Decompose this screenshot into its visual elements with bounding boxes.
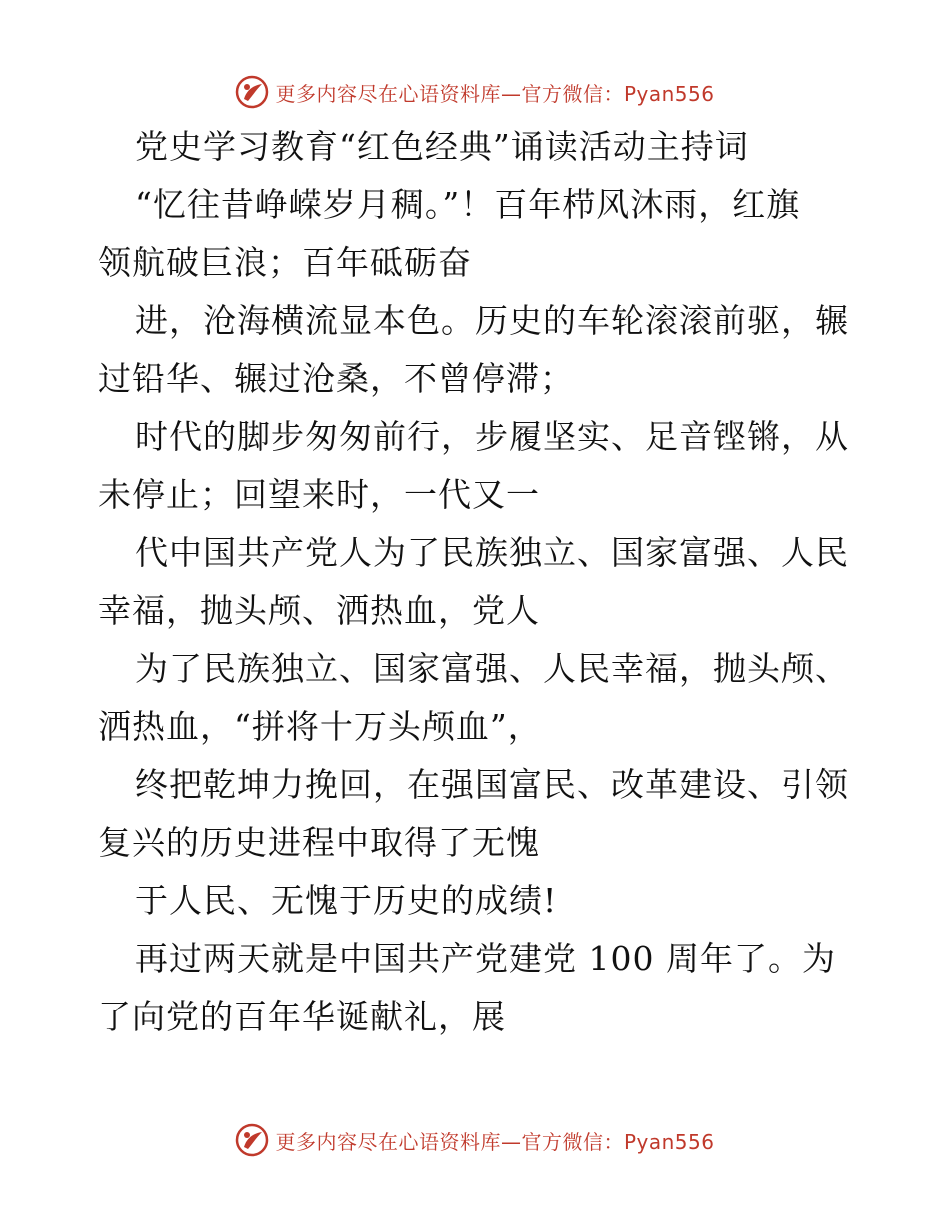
text-line: 终把乾坤力挽回，在强国富民、改革建设、引领 (135, 765, 849, 804)
footer-banner-text: 更多内容尽在心语资料库—官方微信：Pyan556 (275, 1129, 715, 1154)
footer-banner (0, 1120, 950, 1160)
text-line: 于人民、无愧于历史的成绩! (135, 881, 558, 920)
text-line: 进，沧海横流显本色。历史的车轮滚滚前驱，辗 (135, 301, 849, 340)
text-line: 了向党的百年华诞献礼，展 (98, 997, 506, 1036)
text-line: “忆往昔峥嵘岁月稠。”！百年栉风沐雨，红旗 (135, 185, 801, 224)
text-line: 过铅华、辗过沧桑，不曾停滞； (98, 359, 574, 398)
document-body (98, 118, 858, 1046)
text-line: 为了民族独立、国家富强、人民幸福，抛头颅、 (135, 649, 849, 688)
text-line: 洒热血，“拼将十万头颅血”， (98, 707, 542, 746)
text-line: 再过两天就是中国共产党建党 100 周年了。为 (135, 939, 836, 978)
header-banner (0, 72, 950, 112)
text-line: 代中国共产党人为了民族独立、国家富强、人民 (135, 533, 849, 572)
brand-logo-icon (235, 75, 269, 109)
header-banner-text: 更多内容尽在心语资料库—官方微信：Pyan556 (275, 81, 715, 106)
document-text (98, 176, 858, 1046)
text-line: 领航破巨浪；百年砥砺奋 (98, 243, 472, 282)
text-line: 未停止；回望来时，一代又一 (98, 475, 540, 514)
brand-logo-icon (235, 1123, 269, 1157)
text-line: 幸福，抛头颅、洒热血，党人 (98, 591, 540, 630)
document-title: 党史学习教育“红色经典”诵读活动主持词 (135, 127, 749, 166)
text-line: 复兴的历史进程中取得了无愧 (98, 823, 540, 862)
text-line: 时代的脚步匆匆前行，步履坚实、足音铿锵，从 (135, 417, 849, 456)
